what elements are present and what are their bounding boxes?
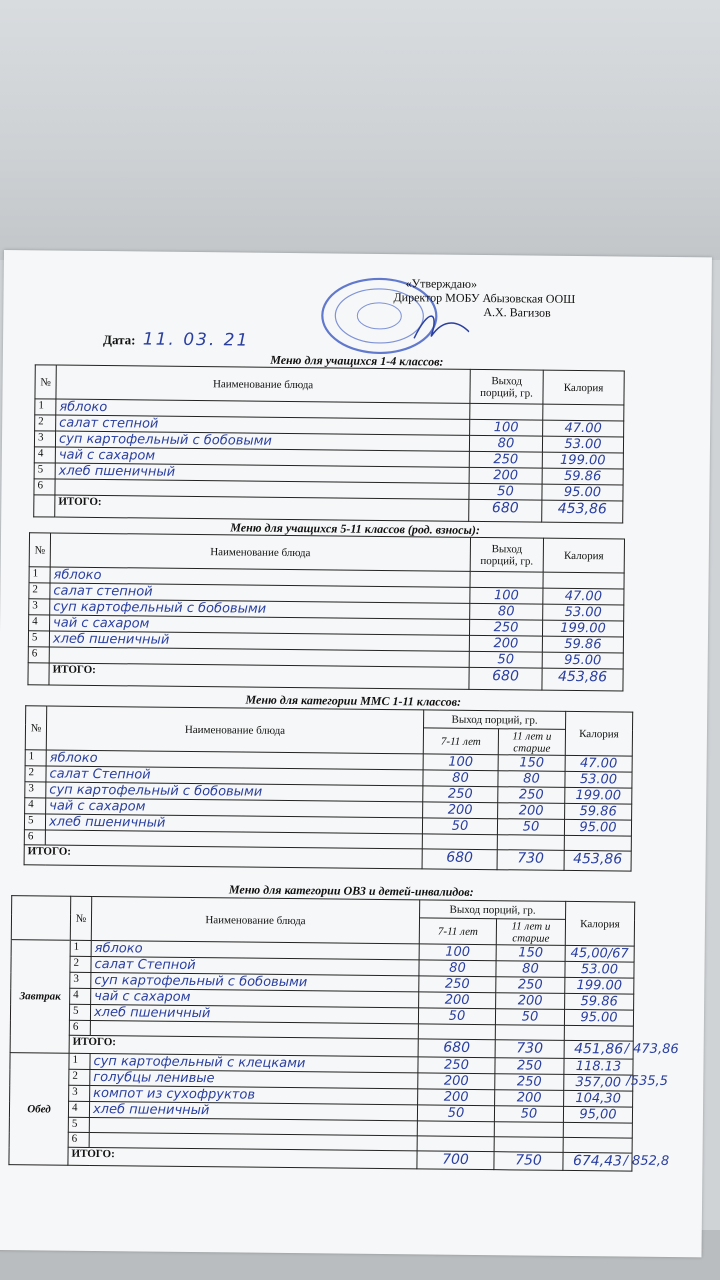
menu2-table — [27, 532, 625, 691]
dish-name: голубцы ленивые — [90, 1069, 418, 1088]
dish-name: яблоко — [46, 750, 423, 770]
total-empty — [28, 663, 49, 685]
approval-block — [393, 276, 575, 320]
dish-calories: 45,00/67 — [565, 945, 634, 962]
dish-yield-7-11 — [422, 834, 497, 850]
dish-yield: 250 — [469, 619, 542, 636]
dish-yield-11-plus: 150 — [498, 755, 565, 772]
dish-calories: 47.00 — [543, 588, 624, 605]
row-number: 6 — [68, 1132, 89, 1147]
row-number: 2 — [29, 583, 50, 599]
col-age-11-plus: 11 лет и старше — [496, 919, 565, 946]
dish-yield: 50 — [469, 651, 542, 668]
dish-calories: 357,00 /535,5 — [564, 1074, 633, 1091]
dish-calories — [564, 1025, 633, 1041]
row-number: 4 — [68, 1101, 89, 1117]
dish-yield-11-plus: 200 — [496, 993, 565, 1010]
total-calories: 453,86 — [542, 668, 623, 691]
dish-calories: 95.00 — [542, 652, 623, 669]
row-number: 5 — [34, 463, 55, 479]
dish-yield-7-11: 80 — [419, 960, 496, 977]
col-num: № — [29, 533, 50, 567]
col-calories: Калория — [543, 370, 624, 405]
row-number: 4 — [70, 988, 91, 1004]
dish-calories: 199.00 — [542, 452, 623, 469]
dish-name: хлеб пшеничный — [49, 631, 469, 651]
col-name: Наименование блюда — [56, 365, 470, 403]
dish-calories: 118.13 — [564, 1058, 633, 1075]
menu3-title: Меню для категории ММС 1-11 классов: — [245, 692, 462, 709]
dish-calories: 47.00 — [565, 755, 632, 772]
dish-name: суп картофельный с клецками — [90, 1053, 418, 1072]
dish-yield-11-plus: 250 — [495, 1058, 564, 1075]
dish-calories — [563, 1122, 632, 1138]
handwritten-note: /535,5 — [626, 1073, 669, 1089]
dish-name: чай с сахаром — [55, 447, 469, 467]
dish-yield: 200 — [469, 467, 542, 484]
dish-yield-11-plus — [494, 1122, 563, 1138]
row-number: 2 — [25, 766, 46, 782]
dish-calories: 59.86 — [542, 468, 623, 485]
row-number: 3 — [70, 972, 91, 988]
dish-yield-11-plus: 200 — [495, 1090, 564, 1107]
total-calories: 674,43 / 852,8 — [563, 1152, 632, 1171]
row-number: 2 — [69, 1069, 90, 1085]
dish-yield-7-11: 250 — [419, 976, 496, 993]
dish-name: салат степной — [56, 415, 470, 435]
total-yield-7-11: 700 — [417, 1151, 494, 1170]
background-wall — [0, 0, 720, 260]
total-yield: 680 — [469, 499, 542, 522]
dish-yield-11-plus — [497, 835, 564, 851]
dish-yield-7-11: 250 — [418, 1057, 495, 1074]
menu1-title: Меню для учащихся 1-4 классов: — [270, 352, 444, 369]
dish-name: суп картофельный с бобовыми — [50, 599, 470, 619]
col-age-11-plus: 11 лет и старше — [498, 729, 565, 756]
dish-name: суп картофельный с бобовыми — [55, 431, 469, 451]
dish-yield-7-11: 50 — [422, 818, 497, 835]
total-label: ИТОГО: — [24, 845, 422, 869]
total-label: ИТОГО: — [68, 1147, 417, 1169]
col-calories: Калория — [543, 538, 624, 573]
dish-calories: 59.86 — [542, 636, 623, 653]
row-number: 4 — [25, 798, 46, 814]
menu4-title: Меню для категории ОВЗ и детей-инвалидов: — [228, 882, 474, 899]
dish-yield-7-11: 50 — [417, 1105, 494, 1122]
dish-yield-11-plus: 80 — [496, 961, 565, 978]
row-number: 1 — [70, 940, 91, 956]
row-number: 3 — [29, 599, 50, 615]
approval-title: «Утверждаю» — [405, 276, 478, 291]
dish-yield: 80 — [470, 603, 543, 620]
dish-name: суп картофельный с бобовыми — [46, 782, 423, 802]
dish-yield — [470, 403, 543, 420]
dish-calories: 95,00 — [563, 1106, 632, 1123]
dish-calories: 95.00 — [564, 1009, 633, 1026]
menu4-table — [8, 895, 679, 1172]
menu1-table — [33, 364, 625, 523]
dish-yield-7-11: 200 — [419, 992, 496, 1009]
dish-name: хлеб пшеничный — [45, 814, 422, 834]
total-label: ИТОГО: — [49, 663, 469, 689]
row-number: 1 — [29, 567, 50, 583]
dish-yield-11-plus — [494, 1137, 563, 1153]
total-label: ИТОГО: — [69, 1035, 418, 1057]
dish-yield-7-11: 200 — [423, 802, 498, 819]
approval-position: Директор МОБУ Абызовская ООШ — [393, 290, 576, 306]
row-number: 3 — [25, 782, 46, 798]
total-yield: 680 — [469, 667, 542, 690]
dish-name: салат Степной — [91, 956, 419, 975]
col-num: № — [35, 365, 56, 399]
dish-name: чай с сахаром — [46, 798, 423, 818]
row-number: 6 — [34, 479, 55, 495]
dish-calories — [543, 404, 624, 421]
col-meal — [11, 896, 70, 941]
dish-calories: 53.00 — [565, 771, 632, 788]
dish-yield: 100 — [470, 587, 543, 604]
dish-name: чай с сахаром — [91, 988, 419, 1007]
menu2-title: Меню для учащихся 5-11 классов (род. взносы): — [230, 520, 480, 537]
col-age-7-11: 7-11 лет — [423, 728, 498, 755]
dish-yield — [470, 571, 543, 588]
date-value: 11. 03. 21 — [142, 329, 250, 351]
row-number: 1 — [69, 1053, 90, 1069]
row-number: 3 — [34, 431, 55, 447]
dish-name: хлеб пшеничный — [89, 1101, 417, 1120]
dish-yield: 100 — [470, 419, 543, 436]
dish-yield-11-plus: 50 — [497, 819, 564, 836]
row-number: 6 — [24, 830, 45, 845]
dish-yield-7-11: 200 — [418, 1089, 495, 1106]
dish-calories: 53.00 — [565, 961, 634, 978]
col-num: № — [25, 706, 46, 750]
dish-yield-7-11: 250 — [423, 786, 498, 803]
row-number: 1 — [25, 750, 46, 766]
date-label: Дата: — [102, 332, 136, 348]
dish-name: компот из сухофруктов — [90, 1085, 418, 1104]
dish-name: яблоко — [91, 940, 419, 959]
total-yield-11-plus: 750 — [494, 1152, 563, 1171]
total-calories: 451,86 / 473,86 — [564, 1040, 633, 1059]
dish-name: суп картофельный с бобовыми — [91, 972, 419, 991]
total-calories: 453,86 — [564, 850, 631, 871]
col-name: Наименование блюда — [91, 896, 419, 943]
dish-calories: 53.00 — [542, 436, 623, 453]
dish-yield-7-11: 80 — [423, 770, 498, 787]
dish-yield-11-plus — [495, 1025, 564, 1041]
dish-name: салат Степной — [46, 766, 423, 786]
dish-name: хлеб пшеничный — [55, 463, 469, 483]
dish-yield-11-plus: 250 — [495, 1074, 564, 1091]
dish-name: яблоко — [50, 567, 470, 587]
total-yield-11-plus: 730 — [497, 850, 564, 871]
col-name: Наименование блюда — [50, 533, 470, 571]
dish-yield-7-11: 200 — [418, 1073, 495, 1090]
dish-yield-11-plus: 50 — [494, 1106, 563, 1123]
col-yield: Выход порций, гр. — [424, 710, 566, 729]
dish-calories — [563, 1137, 632, 1153]
row-number: 6 — [69, 1020, 90, 1035]
dish-yield-7-11: 100 — [419, 944, 496, 961]
dish-calories: 199.00 — [565, 977, 634, 994]
handwritten-note: / 852,8 — [623, 1153, 670, 1170]
col-name: Наименование блюда — [46, 706, 423, 754]
col-age-7-11: 7-11 лет — [419, 918, 496, 945]
dish-calories: 47.00 — [543, 420, 624, 437]
menu-document — [0, 250, 712, 1257]
dish-yield-7-11: 50 — [418, 1008, 495, 1025]
dish-name: салат степной — [50, 583, 470, 603]
total-empty — [34, 495, 55, 517]
date-line — [103, 329, 249, 351]
col-yield: Выход порций, гр. — [470, 537, 543, 572]
row-number: 4 — [29, 615, 50, 631]
dish-yield-11-plus: 150 — [496, 945, 565, 962]
row-number: 3 — [69, 1085, 90, 1101]
dish-yield-7-11: 100 — [423, 754, 498, 771]
total-yield-7-11: 680 — [418, 1039, 495, 1058]
row-number: 4 — [34, 447, 55, 463]
total-label: ИТОГО: — [55, 495, 469, 521]
dish-calories — [564, 835, 631, 851]
dish-yield-7-11 — [417, 1136, 494, 1152]
dish-yield: 250 — [469, 451, 542, 468]
meal-label-breakfast: Завтрак — [10, 940, 70, 1054]
col-yield: Выход порций, гр. — [420, 900, 566, 920]
total-yield-7-11: 680 — [422, 849, 497, 870]
approval-signer: А.Х. Вагизов — [483, 305, 551, 320]
dish-yield-11-plus: 250 — [496, 977, 565, 994]
meal-label-lunch: Обед — [9, 1053, 69, 1166]
dish-yield-11-plus: 80 — [498, 771, 565, 788]
dish-calories — [543, 572, 624, 589]
dish-calories: 199.00 — [565, 787, 632, 804]
dish-calories: 199.00 — [542, 620, 623, 637]
row-number: 5 — [69, 1004, 90, 1020]
row-number: 2 — [35, 415, 56, 431]
dish-name: яблоко — [56, 399, 470, 419]
row-number: 5 — [28, 631, 49, 647]
col-calories: Калория — [565, 901, 634, 946]
col-calories: Калория — [565, 711, 632, 756]
dish-calories: 104,30 — [564, 1090, 633, 1107]
dish-name: хлеб пшеничный — [90, 1004, 418, 1023]
row-number: 6 — [28, 647, 49, 663]
col-yield: Выход порций, гр. — [470, 369, 543, 404]
row-number: 2 — [70, 956, 91, 972]
menu3-table — [24, 705, 634, 871]
row-number: 5 — [24, 814, 45, 830]
col-num: № — [70, 896, 91, 940]
total-yield-11-plus: 730 — [495, 1040, 564, 1059]
dish-calories: 59.86 — [565, 993, 634, 1010]
dish-calories: 95.00 — [564, 819, 631, 836]
dish-yield: 50 — [469, 483, 542, 500]
total-calories: 453,86 — [542, 500, 623, 523]
dish-calories: 59.86 — [565, 803, 632, 820]
dish-yield-11-plus: 250 — [498, 787, 565, 804]
dish-yield-7-11 — [418, 1024, 495, 1040]
dish-yield: 200 — [469, 635, 542, 652]
dish-calories: 95.00 — [542, 484, 623, 501]
row-number: 5 — [68, 1117, 89, 1132]
dish-calories: 53.00 — [543, 604, 624, 621]
dish-yield-11-plus: 50 — [495, 1009, 564, 1026]
handwritten-note: / 473,86 — [624, 1041, 679, 1058]
dish-yield: 80 — [469, 435, 542, 452]
row-number: 1 — [35, 399, 56, 415]
dish-yield-7-11 — [417, 1121, 494, 1137]
dish-name: чай с сахаром — [50, 615, 470, 635]
dish-yield-11-plus: 200 — [498, 803, 565, 820]
